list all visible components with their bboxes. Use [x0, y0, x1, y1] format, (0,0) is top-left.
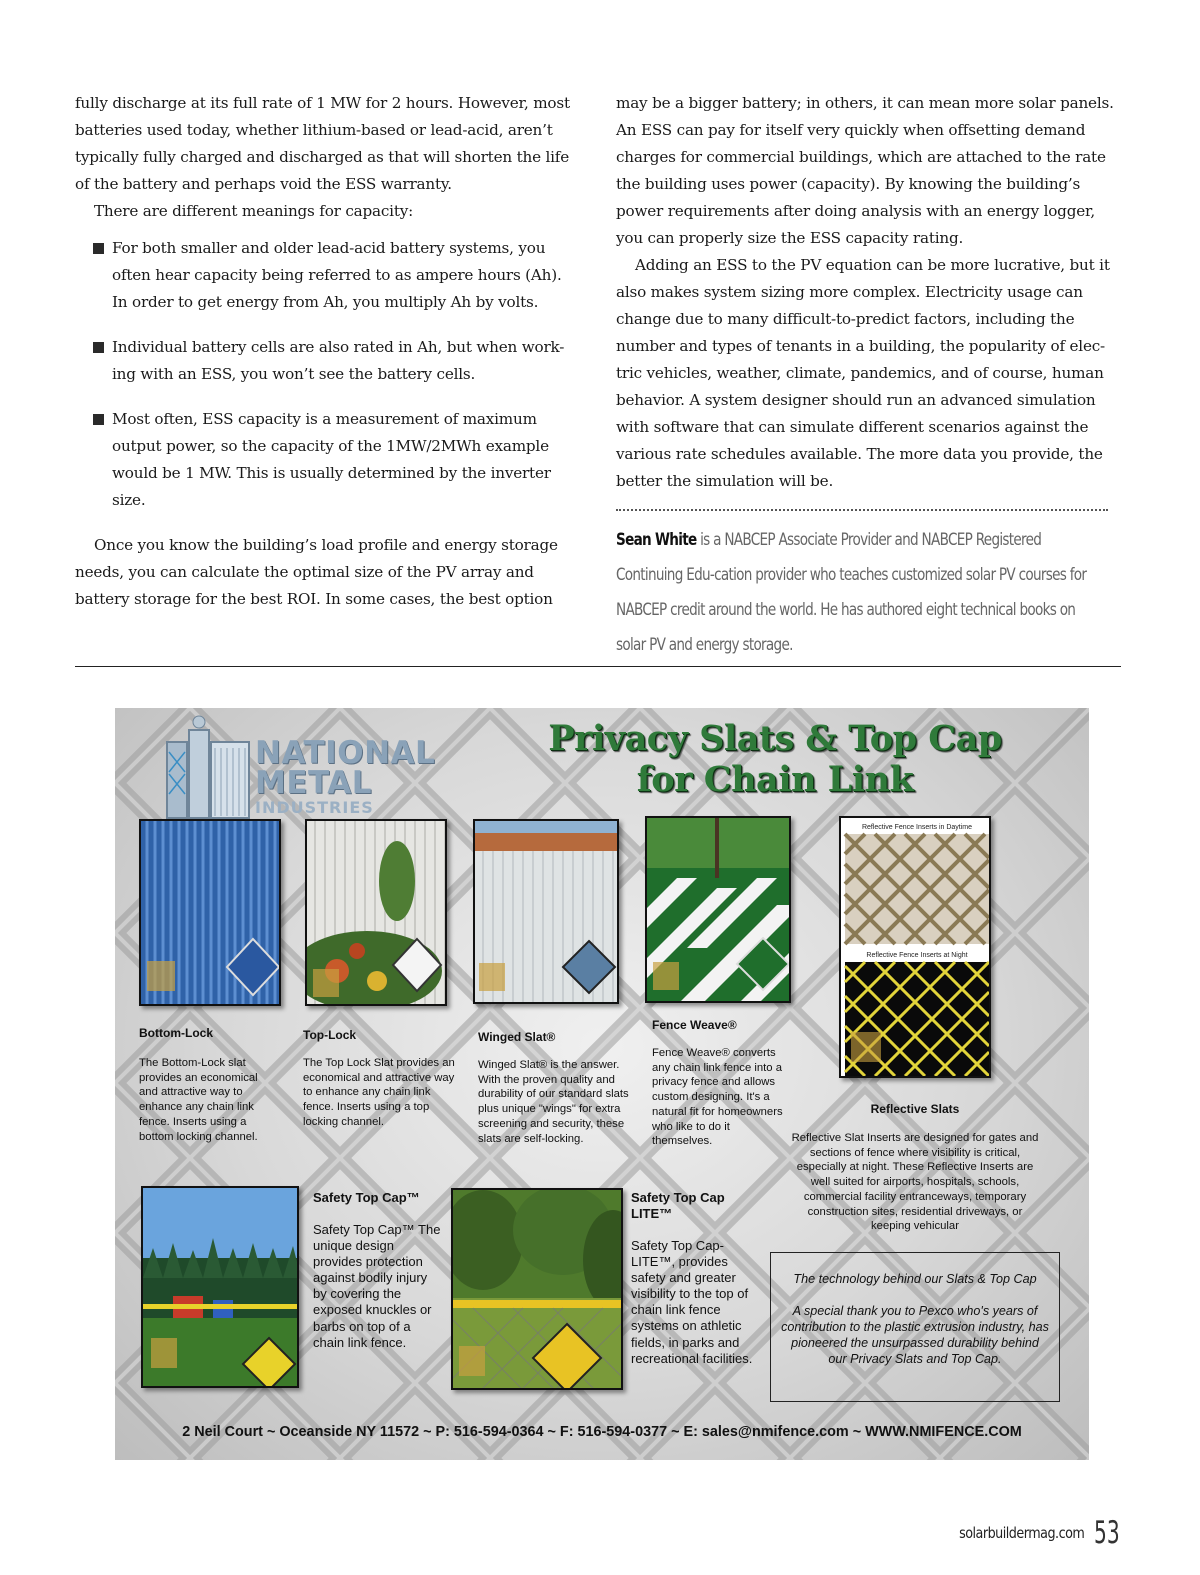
safety-top-cap-lite-text: Safety Top Cap-LITE™, provides safety and greater visibility to the top of chain link fence systems on athletic fields, in parks and recreational facilities.	[631, 1238, 753, 1366]
reflective-slats-description	[789, 1102, 1041, 1234]
paragraph: may be a bigger battery; in others, it can mean more solar panels. An ESS can pay for itself very quickly when offsetting demand charges for commercial buildings, which are attached to the rate the building uses power (capacity). By knowing the building’s power requirements after doing analysis with an energy logger, you can properly size the ESS capacity rating.	[616, 94, 1114, 247]
national-metal-logo-icon	[159, 712, 255, 820]
thanks-box	[770, 1252, 1060, 1402]
top-lock-text: The Top Lock Slat provides an economical and attractive way to enhance any chain link fence. Inserts using a top locking channel.	[303, 1057, 455, 1128]
bottom-lock-description	[139, 1026, 279, 1144]
safety-top-cap-lite-title: Safety Top Cap LITE™	[631, 1190, 725, 1221]
dotted-divider	[616, 509, 1108, 511]
site-url: solarbuildermag.com	[958, 1524, 1084, 1542]
paragraph: fully discharge at its full rate of 1 MW for 2 hours. However, most batteries used today, whether lithium-based or lead-acid, aren’t typically fully charged and discharged as that will shorten the life of the battery and perhaps void the ESS warranty.	[75, 94, 570, 193]
fence-weave-photo	[645, 816, 791, 1003]
winged-slat-photo	[473, 819, 619, 1004]
reflective-slats-photo	[839, 816, 991, 1078]
author-bio	[616, 523, 1108, 663]
bullet-list	[93, 235, 575, 514]
author-name: Sean White	[616, 530, 697, 550]
fence-weave-text: Fence Weave® converts any chain link fence into a privacy fence and allows custom designing. It's a natural fit for homeowners who like to do it themselves.	[652, 1047, 783, 1148]
thanks-heading: The technology behind our Slats & Top Cap	[793, 1272, 1037, 1286]
section-rule	[75, 666, 1121, 667]
ad-headline: Privacy Slats & Top Cap for Chain Link	[548, 718, 1002, 800]
article-column-left	[75, 90, 575, 613]
paragraph: Once you know the building’s load profile and energy storage needs, you can calculate the optimal size of the PV array and battery storage for the best ROI. In some cases, the best option	[75, 536, 558, 608]
fence-weave-description	[652, 1018, 787, 1149]
article-column-right	[616, 90, 1121, 663]
reflective-night-caption: Reflective Fence Inserts at Night	[866, 952, 968, 959]
paragraph: There are different meanings for capacity:	[94, 202, 414, 220]
safety-top-cap-description	[313, 1190, 443, 1351]
top-lock-title: Top-Lock	[303, 1028, 357, 1042]
logo-wordmark: NATIONAL METAL	[255, 735, 436, 801]
square-bullet-icon	[93, 243, 104, 254]
paragraph: Adding an ESS to the PV equation can be more lucrative, but it also makes system sizing more complex. Electricity usage can change due to many difficult-to-predict factors, including the number and types of tenants in a building, the popularity of elec-tric vehicles, weather, climate, pandemics, and of course, human behavior. A system designer should run an advanced simulation with software that can simulate different scenarios against the various rate schedules available. The more data you provide, the better the simulation will be.	[616, 256, 1110, 490]
reflective-day-caption: Reflective Fence Inserts in Daytime	[861, 824, 973, 831]
reflective-slats-text: Reflective Slat Inserts are designed for gates and sections of fence where visibility is critical, especially at night. These Reflective Inserts are well suited for airports, hospitals, schools, commercial facility entranceways, temporary construction sites, residential driveways, or keeping vehicular	[791, 1132, 1039, 1233]
advertisement	[115, 708, 1089, 1460]
safety-top-cap-title: Safety Top Cap™	[313, 1190, 420, 1205]
safety-top-cap-photo	[141, 1186, 299, 1388]
bottom-lock-title: Bottom-Lock	[139, 1026, 213, 1040]
winged-slat-text: Winged Slat® is the answer. With the proven quality and durability of our standard slats plus unique "wings" for extra screening and security, these slats are self-locking.	[478, 1059, 629, 1145]
page-number: 53	[1094, 1515, 1120, 1551]
top-lock-description	[303, 1028, 458, 1130]
fence-weave-title: Fence Weave®	[652, 1018, 737, 1032]
thanks-text: A special thank you to Pexco who's years of contribution to the plastic extrusion industry, has pioneered the unsurpassed durability behind our Privacy Slats and Top Cap.	[781, 1304, 1049, 1366]
bottom-lock-text: The Bottom-Lock slat provides an economical and attractive way to enhance any chain link fence. Inserts using a bottom locking channel.	[139, 1057, 258, 1143]
list-item: For both smaller and older lead-acid battery systems, you often hear capacity being referred to as ampere hours (Ah). In order to get energy from Ah, you multiply Ah by volts.	[93, 235, 575, 316]
square-bullet-icon	[93, 342, 104, 353]
reflective-slats-title: Reflective Slats	[870, 1102, 960, 1116]
safety-top-cap-lite-description	[631, 1190, 761, 1367]
list-item: Individual battery cells are also rated in Ah, but when work-ing with an ESS, you won’t see the battery cells.	[93, 334, 575, 388]
page-footer	[937, 1515, 1120, 1551]
winged-slat-description	[478, 1030, 633, 1146]
logo-subtitle: INDUSTRIES	[255, 798, 374, 817]
winged-slat-title: Winged Slat®	[478, 1030, 556, 1044]
list-item: Most often, ESS capacity is a measurement of maximum output power, so the capacity of the 1MW/2MWh example would be 1 MW. This is usually determined by the inverter size.	[93, 406, 575, 514]
top-lock-photo	[305, 819, 447, 1006]
bottom-lock-photo	[139, 819, 281, 1006]
square-bullet-icon	[93, 414, 104, 425]
author-bio-text: is a NABCEP Associate Provider and NABCEP Registered Continuing Edu-cation provider who teaches customized solar PV courses for NABCEP credit around the world. He has authored eight technical books on solar PV and energy storage.	[616, 530, 1087, 655]
contact-line: 2 Neil Court ~ Oceanside NY 11572 ~ P: 516-594-0364 ~ F: 516-594-0377 ~ E: sales@nmifence.com ~ WWW.NMIFENCE.COM	[182, 1424, 1022, 1440]
safety-top-cap-lite-photo	[451, 1188, 623, 1390]
safety-top-cap-text: Safety Top Cap™ The unique design provides protection against bodily injury by covering the exposed knuckles or barbs on top of a chain link fence.	[313, 1222, 441, 1350]
